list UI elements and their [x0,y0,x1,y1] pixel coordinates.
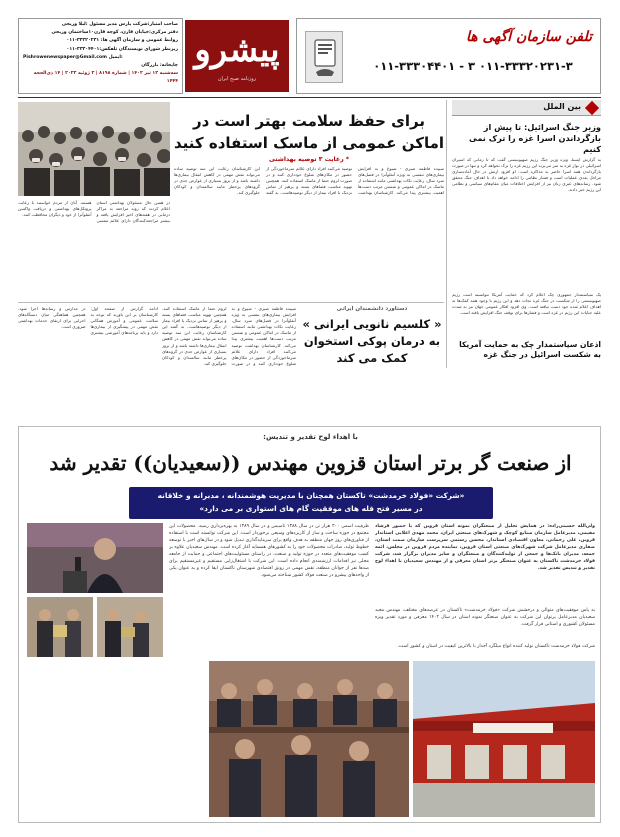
nano-headline: « کلسیم نانویی ایرانی » به درمان پوکی استخوان کمک می کند [302,317,442,365]
ad-box-title: تلفن سازمان آگهی ها [465,29,592,45]
mask-headline: برای حفظ سلامت بهتر است در اماکن عمومی از ماسک استفاده کنید [174,112,444,152]
section-label: بین الملل [543,102,581,111]
editor-line: زیرنظر شورای نویسندگان تلفکس:۳۳۳۰۴۴۰۱-۰۱۱ [66,46,178,52]
date-line: سه‌شنبه ۱۲ تیر ۱۴۰۲ | شماره ۸۱۹۸ | ۳ ژوئیه ۲۰۲۳ | ۱۴ ذی‌الحجه ۱۴۴۴ [33,71,178,85]
column-divider [446,100,447,368]
intl-headline-2: اذعان سیاستمدار چک به حمایت آمریکا به شکست اسرائیل در جنگ غزه [459,340,601,359]
owner-line: صاحب امتیاز:شرکت پارس مدیر مسئول :لیلا وریحی [61,22,178,27]
phone-icon [306,32,344,84]
intl-body-1: به گزارش ایسنا، ویژه وزیر جنگ رژیم صهیونیستی گفت که تا زمانی که اسیران اسرائیلی در نوار غزه به سر می‌برند این رژیم غزه را ترک نخواهد کرد و تنها در صورت بازگرداندن همه اسرا حاضر به مذاکره است. او افزود ارتش در حال آماده‌سازی مراحل بعدی عملیات است و فشار نظامی را ادامه خواهد داد تا اهداف جنگ محقق شود. رسانه‌های عبری زبان نیز از افزایش اختلافات میان مقام‌های سیاسی و نظامی این رژیم خبر دادند. [452,157,601,193]
intl-body-2: یک سیاستمدار جمهوری چک اعلام کرد که حمایت آمریکا نتوانسته است رژیم صهیونیستی را از شکست در جنگ غزه نجات دهد و این رژیم با وجود همه کمک‌ها به اهداف اعلام شده خود دست نیافته است. وی افزود افکار عمومی جهان نیز به شدت علیه جنایات این رژیم در غزه است و فشارها برای توقف جنگ افزایش یافته است. [452,292,601,316]
ad-box-phones: ۰۱۱-۳۳۳۰۴۴۰۱ - ۳ ۰۱۱-۳۳۳۲۰۲۳۱-۳ [373,59,573,73]
office-line: دفتر مرکزی:خیابان قارن، کوچه قارن۱۰ساختمان وریحی [51,30,178,36]
masthead-logo-block [185,20,289,92]
industry-body-left: ظرفیت اسمی ۳۰۰ هزار تن در سال ۱۳۸۸ تاسیس و در سال ۱۳۸۹ به بهره‌برداری رسید. محصولات این مجتمع در حوزه ساخت و ساز از کاربردهای وسیعی برخوردار است. این شرکت توانسته است با استفاده از فناوری‌های روز جهان منطقه به هدف واقع برای سرمایه‌گذاری تبدیل شود و در سال‌های اخیر با توسعه خطوط تولید، صادرات محصولات خود را به کشورهای همسایه آغاز کرده است. مهندس سعیدیان علاوه بر کسب موفقیت‌های متعدد در حوزه تولید و صنعت، در راستای مسئولیت‌های اجتماعی و حمایت از جامعه محلی نیز اقدامات ارزشمندی انجام داده است. این شرکت با اشتغال‌زایی مستقیم و غیرمستقیم برای صدها نفر از جوانان منطقه، نقش مهمی در رونق اقتصادی شهرستان تاکستان ایفا کرده و به عنوان یکی از واحدهای پیشرو در صنعت فولاد کشور شناخته می‌شود. [169,524,369,578]
mask-body: سپیده فاطمه صبری - شیوع و به افزایش بیماری‌های تنفسی به ویژه آنفلوآنزا در فصل‌های سرد سال، رعایت نکات بهداشتی مانند استفاده از ماسک در اماکن عمومی و شستن مرتب دست‌ها اهمیت بیشتری پیدا می‌کند. کارشناسان بهداشت توصیه می‌کنند افراد دارای علائم سرماخوردگی از حضور در مکان‌های شلوغ خودداری کنند و در صورت لزوم حتما از ماسک استفاده کنند. همچنین تهویه مناسب فضاهای بسته و پرهیز از تماس نزدیک با افراد بیمار از دیگر توصیه‌هاست. به گفته این کارشناسان رعایت این سه توصیه ساده می‌تواند نقش مهمی در کاهش انتقال بیماری‌ها داشته باشد و از بروز بسیاری از عوارض جدی در گروه‌های پرخطر مانند سالمندان و کودکان جلوگیری کند. [174,166,444,196]
industry-body-right-2: به پاس موفقیت‌های متوالی و درخشش شرکت «فولاد خرمدشت» تاکستان در عرصه‌های مختلف، مهندس مجید سعیدیان مدیرعامل پرتوان این شرکت به عنوان صنعتگر نمونه استان در سال ۱۴۰۲ معرفی و مورد تقدیر ویژه مسئولان کشوری و استانی قرار گرفت. [375,608,595,627]
intl-headline-1: وزیر جنگ اسرائیل: تا پیش از بازگرداندن اسرا غزه را ترک نمی کنیم [469,122,601,154]
audience-photo [209,661,409,817]
industry-sub2: در مسیر فتح قله های موفقیت گام های استواری بر می دارد» [199,504,423,513]
masthead-info [18,18,183,94]
mask-subhead: * رعایت ۳ توصیه بهداشتی [268,156,350,163]
chapkhane-line: چاپخانه: بازرگان [141,63,178,69]
mask-side-body: در همین حال مسئولان بهداشتی استان اعلام کردند که روند مراجعه به مراکز درمانی در هفته‌های اخیر افزایش یافته و بیشتر مراجعه‌کنندگان دارای علائم تنفسی هستند. آنان از مردم خواستند با رعایت پروتکل‌های بهداشتی و دریافت واکسن آنفلوآنزا از خود و دیگران محافظت کنند. [18,200,170,224]
crowd-photo [18,102,170,196]
masthead-divider [18,97,601,98]
factory-photo [413,661,595,817]
ad-box [296,18,601,94]
industry-body-right: ولی‌الله حسینی‌زاده: در همایش تجلیل از صنعتگران نمونه استان قزوین که با حضور فرشاد مقیمی، مدیرعامل سازمان صنایع کوچک و شهرک‌های صنعتی ایران، محمد مهدی اعلایی استاندار قزوین، علی رحمانی، معاون اقتصادی استاندار، محسن رستمی سرپرست سازمان صمت استان، صفاری مدیرعامل شرکت شهرک‌های صنعتی استان قزوین، نماینده مردم قزوین در مجلس، ائمه جمعه، مدیران بانک‌ها و جمعی از تولیدکنندگان و صنعتگران و سایر مدیران برگزار شد، شرکت فولاد خرمدشت تاکستان به عنوان صنعتگر برتر استان معرفی و از مهندس سعیدیان با اهداء لوح تقدیر و تندیس تقدیر شد. [375,524,595,571]
ads-line: روابط عمومی و سازمان آگهی ها: ۳۳۲۲۰۲۳۱-۰۱۱ [66,38,178,44]
award-photo-1 [27,597,93,657]
masthead-tagline: روزنامه صبح ایران [217,76,257,82]
industry-headline: از صنعت گر برتر استان قزوین مهندس ((سعیدیان)) تقدیر شد [49,451,572,475]
email-line: Pishrowenewspaper@Gmail.com ایمیل: [23,54,123,60]
masthead-logo: پیشرو [194,30,280,70]
speaker-photo [27,523,163,593]
phone-icon-box [305,31,343,83]
section-header [452,100,601,116]
award-photo-2 [97,597,163,657]
nano-kicker: دستاورد دانشمندان ایرانی [336,306,408,312]
industry-body-right-3: شرکت فولاد خرمدشت تاکستان تولید کننده انواع میلگرد آجدار با بالاترین کیفیت در استان و کشور است. [397,644,595,649]
section-divider [18,302,444,303]
center-column-body: سپیده فاطمه صبری - شیوع و به افزایش بیماری‌های تنفسی به ویژه آنفلوآنزا در فصل‌های سرد سال، رعایت نکات بهداشتی مانند استفاده از ماسک در اماکن عمومی و شستن مرتب دست‌ها اهمیت بیشتری پیدا می‌کند. کارشناسان بهداشت توصیه می‌کنند افراد دارای علائم سرماخوردگی از حضور در مکان‌های شلوغ خودداری کنند و در صورت لزوم حتما از ماسک استفاده کنند. همچنین تهویه مناسب فضاهای بسته و پرهیز از تماس نزدیک با افراد بیمار از دیگر توصیه‌هاست. به گفته این کارشناسان رعایت این سه توصیه ساده می‌تواند نقش مهمی در کاهش انتقال بیماری‌ها داشته باشد و از بروز بسیاری از عوارض جدی در گروه‌های پرخطر مانند سالمندان و کودکان جلوگیری کند. [162,306,296,366]
diamond-icon [585,101,599,115]
industry-box [18,426,601,823]
industry-sub1: «شرکت «فولاد خرمدشت» تاکستان همچنان با مدیریت هوشمندانه ، مدبرانه و خلاقانه [157,491,465,500]
industry-subhead-banner [129,487,493,519]
industry-kicker: با اهداء لوح تقدیر و تندیس: [263,433,358,441]
far-left-body: ادامه گزارش از صفحه اول: کارشناسان بر این باورند که توجه به سلامت عمومی و آموزش همگانی نقش مهمی در پیشگیری از بیماری‌ها دارد و باید برنامه‌های آموزشی بیشتری در مدارس و رسانه‌ها اجرا شود. همچنین هماهنگی میان دستگاه‌های اجرایی برای ارتقای خدمات بهداشتی ضروری است. [18,306,158,336]
